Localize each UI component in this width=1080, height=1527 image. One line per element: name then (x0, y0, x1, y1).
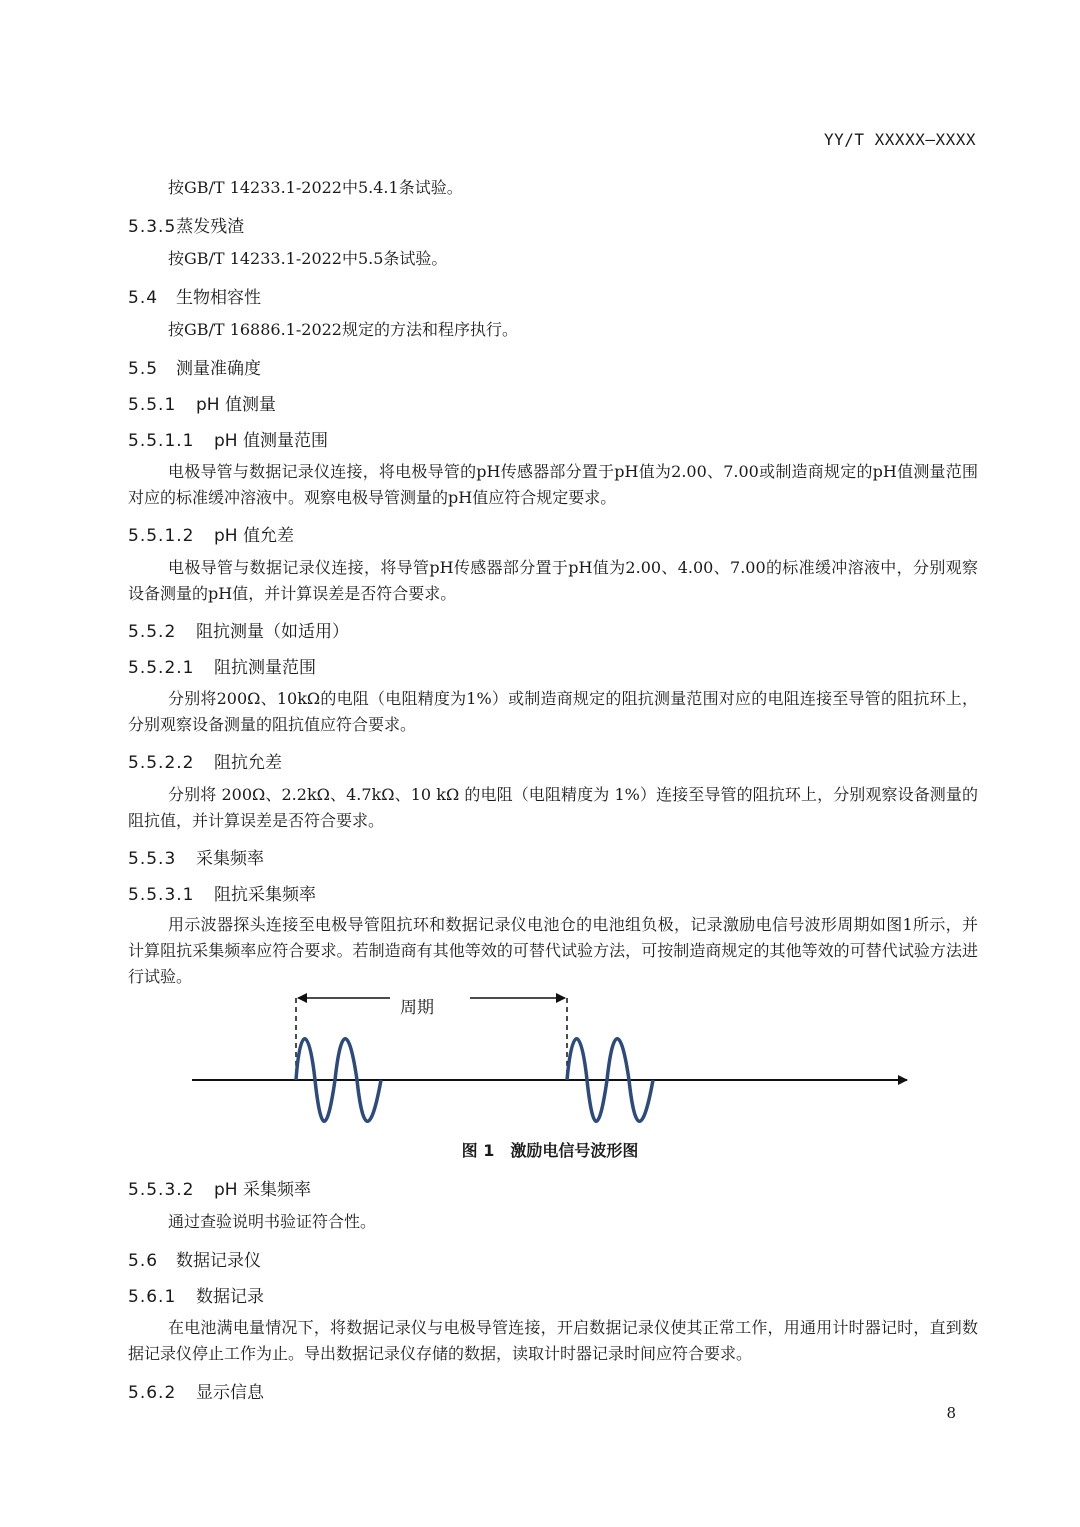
paragraph-5-5-2-1: 分别将200Ω、10kΩ的电阻（电阻精度为1%）或制造商规定的阻抗测量范围对应的电阻连接至导管的阻抗环上，分别观察设备测量的阻抗值应符合要求。 (128, 689, 978, 734)
heading-title: pH 值允差 (214, 526, 294, 546)
heading-title: pH 采集频率 (214, 1180, 311, 1200)
heading-number: 5.5.2 (128, 622, 177, 642)
heading-number: 5.5.2.1 (128, 658, 195, 678)
heading-title: 生物相容性 (176, 288, 261, 308)
heading-5-5-1-1 (128, 426, 328, 451)
period-label: 周期 (400, 998, 434, 1018)
heading-title: 数据记录仪 (176, 1251, 261, 1271)
heading-title: 测量准确度 (176, 359, 261, 379)
heading-5-5-1 (128, 390, 276, 415)
heading-number: 5.6.1 (128, 1287, 177, 1307)
heading-number: 5.4 (128, 288, 159, 308)
heading-number: 5.6.2 (128, 1383, 177, 1403)
heading-5-5-2-1 (128, 653, 316, 678)
page-number: 8 (946, 1404, 956, 1422)
paragraph-5-3-5: 按GB/T 14233.1-2022中5.5条试验。 (168, 249, 448, 268)
heading-5-5-3 (128, 844, 264, 869)
heading-title: 阻抗允差 (214, 753, 282, 773)
heading-number: 5.5.1.1 (128, 431, 195, 451)
heading-title: pH 值测量 (196, 395, 276, 415)
heading-title: 阻抗测量范围 (214, 658, 316, 678)
heading-5-4 (128, 283, 261, 308)
paragraph-5-4: 按GB/T 16886.1-2022规定的方法和程序执行。 (168, 320, 518, 339)
heading-title: 采集频率 (196, 849, 264, 869)
paragraph-5-5-1-2: 电极导管与数据记录仪连接，将导管pH传感器部分置于pH值为2.00、4.00、7.00的标准缓冲溶液中，分别观察设备测量的pH值，并计算误差是否符合要求。 (128, 558, 978, 603)
heading-title: 数据记录 (196, 1287, 264, 1307)
paragraph-5-5-1-1: 电极导管与数据记录仪连接，将电极导管的pH传感器部分置于pH值为2.00、7.00或制造商规定的pH值测量范围对应的标准缓冲溶液中。观察电极导管测量的pH值应符合规定要求。 (128, 462, 978, 507)
heading-number: 5.5.1.2 (128, 526, 195, 546)
heading-number: 5.5.2.2 (128, 753, 195, 773)
heading-number: 5.5.3 (128, 849, 177, 869)
heading-title: 显示信息 (196, 1383, 264, 1403)
waveform-figure (185, 990, 915, 1170)
paragraph-5-5-3-1: 用示波器探头连接至电极导管阻抗环和数据记录仪电池仓的电池组负极，记录激励电信号波形周期如图1所示，并计算阻抗采集频率应符合要求。若制造商有其他等效的可替代试验方法，可按制造商规定的其他等效的可替代试验方法进行试验。 (128, 915, 978, 986)
heading-number: 5.6 (128, 1251, 159, 1271)
heading-5-6 (128, 1246, 261, 1271)
heading-title: 阻抗采集频率 (214, 885, 316, 905)
paragraph-5-3-4: 按GB/T 14233.1-2022中5.4.1条试验。 (168, 178, 463, 197)
heading-number: 5.5 (128, 359, 159, 379)
paragraph-5-6-1: 在电池满电量情况下，将数据记录仪与电极导管连接，开启数据记录仪使其正常工作，用通用计时器记时，直到数据记录仪停止工作为止。导出数据记录仪存储的数据，读取计时器记录时间应符合要求。 (128, 1318, 978, 1363)
heading-5-5-1-2 (128, 521, 294, 546)
heading-5-6-2 (128, 1378, 264, 1403)
heading-5-5 (128, 354, 261, 379)
heading-5-5-2-2 (128, 748, 282, 773)
paragraph-5-5-2-2: 分别将 200Ω、2.2kΩ、4.7kΩ、10 kΩ 的电阻（电阻精度为 1%）连接至导管的阻抗环上，分别观察设备测量的阻抗值，并计算误差是否符合要求。 (128, 785, 978, 830)
heading-title: 阻抗测量（如适用） (196, 622, 349, 642)
heading-title: pH 值测量范围 (214, 431, 328, 451)
heading-number: 5.5.3.2 (128, 1180, 195, 1200)
paragraph-5-5-3-2: 通过查验说明书验证符合性。 (168, 1212, 377, 1231)
heading-number: 5.3.5 (128, 217, 177, 237)
heading-5-5-2 (128, 617, 349, 642)
heading-5-6-1 (128, 1282, 264, 1307)
heading-5-5-3-1 (128, 880, 316, 905)
heading-title: 蒸发残渣 (176, 217, 245, 237)
standard-code: YY/T XXXXX—XXXX (824, 130, 976, 149)
heading-5-3-5 (128, 212, 244, 237)
heading-number: 5.5.1 (128, 395, 177, 415)
heading-number: 5.5.3.1 (128, 885, 195, 905)
waveform-diagram (185, 990, 915, 1138)
heading-5-5-3-2 (128, 1175, 311, 1200)
figure-caption: 图 1 激励电信号波形图 (461, 1141, 639, 1160)
